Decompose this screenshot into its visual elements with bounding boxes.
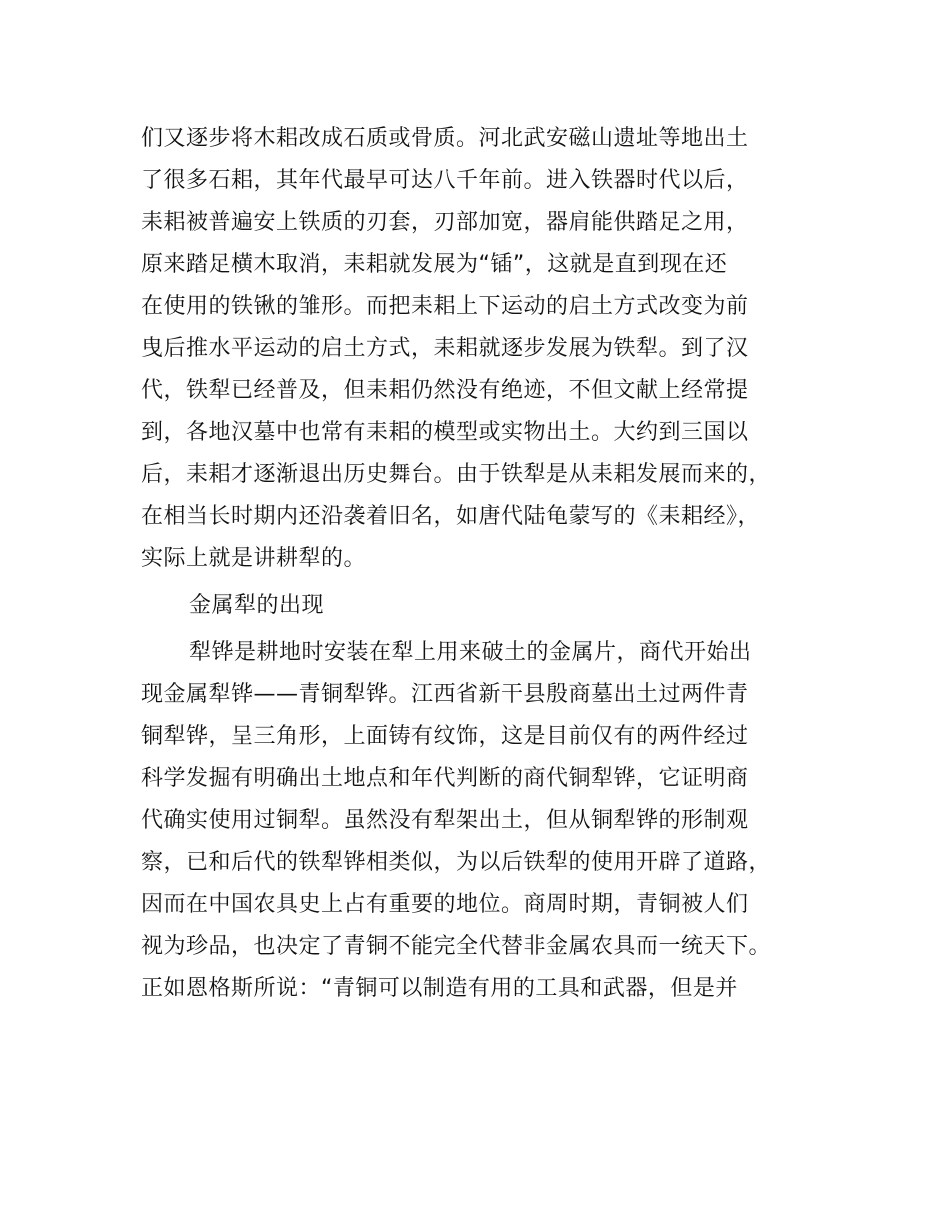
paragraph-line: 犁铧是耕地时安装在犁上用来破土的金属片，商代开始出 (189, 640, 752, 665)
paragraph-line: 在使用的铁锹的雏形。而把耒耜上下运动的启土方式改变为前 (141, 294, 749, 319)
paragraph-line: 们又逐步将木耜改成石质或骨质。河北武安磁山遗址等地出土 (141, 126, 749, 151)
paragraph-1 (141, 118, 841, 580)
paragraph-line: 科学发掘有明确出土地点和年代判断的商代铜犁铧，它证明商 (141, 766, 749, 791)
paragraph-line: 代，铁犁已经普及，但耒耜仍然没有绝迹，不但文献上经常提 (141, 378, 749, 403)
paragraph-line: 现金属犁铧——青铜犁铧。江西省新干县殷商墓出土过两件青 (141, 682, 749, 707)
paragraph-line: 察，已和后代的铁犁铧相类似，为以后铁犁的使用开辟了道路， (141, 850, 772, 875)
paragraph-line: 在相当长时期内还沿袭着旧名，如唐代陆龟蒙写的《耒耜经》， (141, 504, 761, 529)
paragraph-line: 曳后推水平运动的启土方式，耒耜就逐步发展为铁犁。到了汉 (141, 336, 749, 361)
paragraph-line: 铜犁铧，呈三角形，上面铸有纹饰，这是目前仅有的两件经过 (141, 724, 749, 749)
paragraph-line: 正如恩格斯所说：“青铜可以制造有用的工具和武器，但是并 (141, 976, 738, 1001)
paragraph-2 (141, 632, 841, 1010)
paragraph-line: 后，耒耜才逐渐退出历史舞台。由于铁犁是从耒耜发展而来的， (141, 462, 772, 487)
paragraph-line: 到，各地汉墓中也常有耒耜的模型或实物出土。大约到三国以 (141, 420, 749, 445)
paragraph-line: 原来踏足横木取消，耒耜就发展为“锸”，这就是直到现在还 (141, 252, 728, 277)
paragraph-line: 因而在中国农具史上占有重要的地位。商周时期，青铜被人们 (141, 892, 749, 917)
paragraph-line: 了很多石耜，其年代最早可达八千年前。进入铁器时代以后， (141, 168, 749, 193)
paragraph-line: 耒耜被普遍安上铁质的刃套，刃部加宽，器肩能供踏足之用， (141, 210, 749, 235)
paragraph-line: 视为珍品，也决定了青铜不能完全代替非金属农具而一统天下。 (141, 934, 772, 959)
section-heading: 金属犁的出现 (189, 593, 325, 618)
paragraph-line: 代确实使用过铜犁。虽然没有犁架出土，但从铜犁铧的形制观 (141, 808, 749, 833)
text-body (141, 118, 841, 1010)
paragraph-line: 实际上就是讲耕犁的。 (141, 546, 367, 571)
